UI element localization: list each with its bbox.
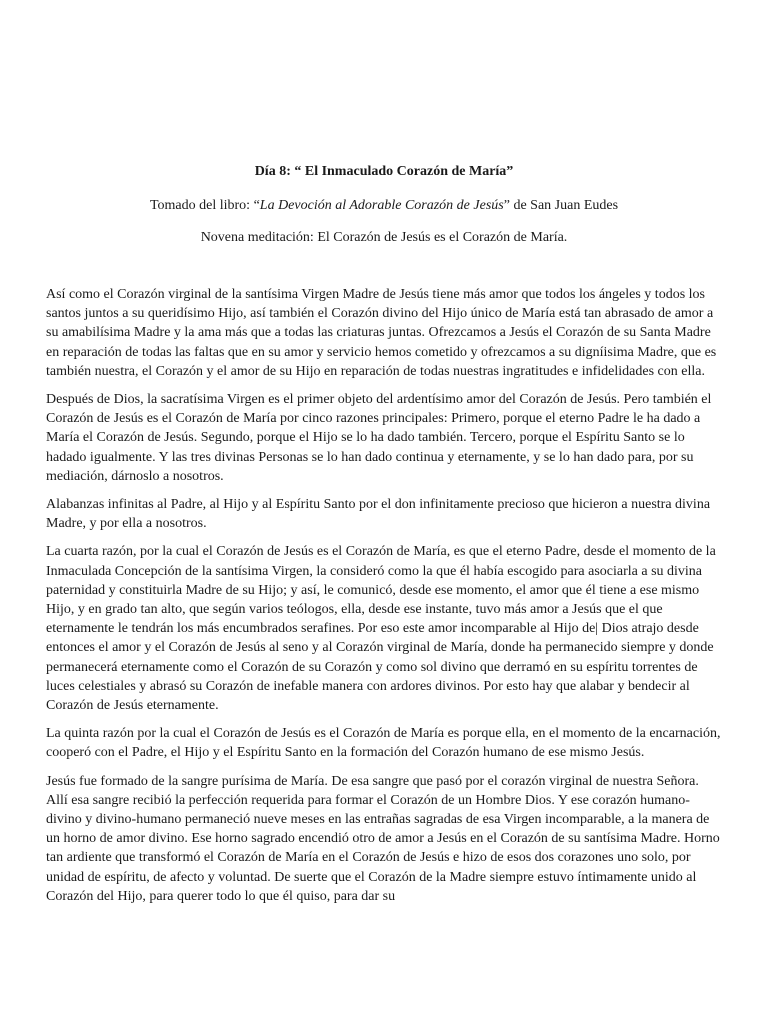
paragraph: Después de Dios, la sacratísima Virgen es el primer objeto del ardentísimo amor del Corazón de Jesús. Pero también el Corazón de Jesús es el Corazón de María por cinco razones principales: Primero, porque el eterno Padre le ha dado a María el Corazón de Jesús. Segundo, porque el Hijo se lo ha dado también. Tercero, porque el Espíritu Santo se lo hadado igualmente. Y las tres divinas Personas se lo han dado continua y eternamente, y se lo han dado para, por su mediación, dárnoslo a nosotros. [46,392,712,484]
document-page [46,163,722,915]
source-book-title: La Devoción al Adorable Corazón de Jesús [259,198,504,213]
document-subtitle: Novena meditación: El Corazón de Jesús es el Corazón de María. [200,230,568,245]
paragraph: La cuarta razón, por la cual el Corazón de Jesús es el Corazón de María, es que el eterno Padre, desde el momento de la Inmaculada Concepción de la santísima Virgen, la consideró como la que él había escogido para asociarla a su divina paternidad y constituirla Madre de su Hijo; y así, le comunicó, desde ese momento, el amor que él tiene a ese mismo Hijo, y en grado tan alto, que según varios teólogos, ella, desde ese instante, tuvo más amor a Jesús que el que eternamente le tendrán los más encumbrados serafines. Por eso este amor incomparable al Hijo de| Dios atrajo desde entonces el amor y el Corazón de Jesús al seno y al Corazón virginal de María, donde ha permanecido siempre y donde permanecerá eternamente como el Corazón de su Corazón y como sol divino que derramó en su espíritu torrentes de luces celestiales y abrasó su Corazón de inefable manera con ardores divinos. Por esto hay que alabar y bendecir al Corazón de Jesús eternamente. [46,544,716,714]
source-suffix: ” de San Juan Eudes [503,198,619,213]
paragraph: Alabanzas infinitas al Padre, al Hijo y al Espíritu Santo por el don infinitamente precioso que hicieron a nuestra divina Madre, y por ella a nosotros. [46,497,711,532]
paragraph: La quinta razón por la cual el Corazón de Jesús es el Corazón de María es porque ella, en el momento de la encarnación, cooperó con el Padre, el Hijo y el Espíritu Santo en la formación del Corazón humano de ese mismo Jesús. [46,726,721,761]
source-line [46,197,722,215]
paragraph: Jesús fue formado de la sangre purísima de María. De esa sangre que pasó por el corazón virginal de nuestra Señora. Allí esa sangre recibió la perfección requerida para formar el Corazón de un Hombre Dios. Y ese corazón humano- divino y divino-humano permaneció nueve meses en las entrañas sagradas de esa Virgen incomparable, a la manera de un horno de amor divino. Ese horno sagrado encendió otro de amor a Jesús en el Corazón de su santísima Madre. Horno tan ardiente que transformó el Corazón de María en el Corazón de Jesús e hizo de esos dos corazones uno solo, por unidad de espíritu, de afecto y voluntad. De suerte que el Corazón de la Madre siempre estuvo íntimamente unido al Corazón del Hijo, para querer todo lo que él quiso, para dar su [46,773,720,904]
source-prefix: Tomado del libro: “ [149,198,260,213]
document-title: Día 8: “ El Inmaculado Corazón de María” [254,164,514,179]
paragraph: Así como el Corazón virginal de la santísima Virgen Madre de Jesús tiene más amor que todos los ángeles y todos los santos juntos a su queridísimo Hijo, así también el Corazón divino del Hijo único de María está tan abrasado de amor a su amabilísima Madre y la ama más que a todas las criaturas juntas. Ofrezcamos a Jesús el Corazón de su Santa Madre en reparación de todas las faltas que en su amor y servicio hemos cometido y ofrezcamos a su digníisima Madre, que es también nuestra, el Corazón y el amor de su Hijo en reparación de todas nuestras ingratitudes e infidelidades con ella. [46,287,717,379]
document-body [46,285,722,906]
